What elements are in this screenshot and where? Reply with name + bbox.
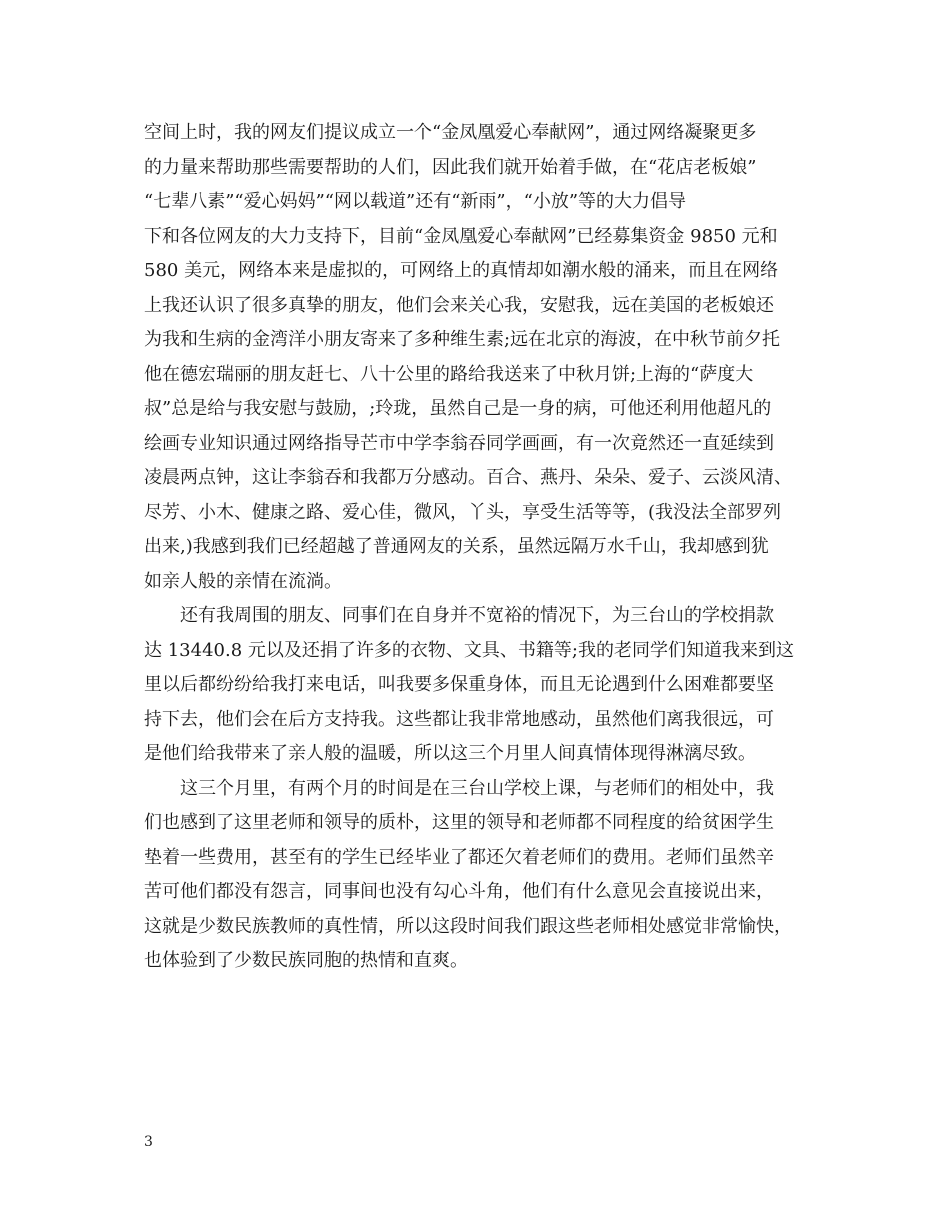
text-line: 是他们给我带来了亲人般的温暖，所以这三个月里人间真情体现得淋漓尽致。 [144,743,756,764]
page-number: 3 [144,1134,153,1150]
text-line: 为我和生病的金湾洋小朋友寄来了多种维生素;远在北京的海波，在中秋节前夕托 [144,329,781,350]
text-line: 里以后都纷纷给我打来电话，叫我要多保重身体，而且无论遇到什么困难都要坚 [144,674,774,695]
text-line: 下和各位网友的大力支持下，目前“金凤凰爱心奉献网”已经募集资金 9850 元和 [144,225,778,247]
text-line: 出来,)我感到我们已经超越了普通网友的关系，虽然远隔万水千山，我却感到犹 [144,536,769,557]
text-line: 达 13440.8 元以及还捐了许多的衣物、文具、书籍等;我的老同学们知道我来到这 [144,639,794,661]
text-line: 他在德宏瑞丽的朋友赶七、八十公里的路给我送来了中秋月饼;上海的“萨度大 [144,363,754,385]
text-line: 持下去，他们会在后方支持我。这些都让我非常地感动，虽然他们离我很远，可 [144,708,774,730]
text-line: 叔”总是给与我安慰与鼓励，;玲珑，虽然自己是一身的病，可他还利用他超凡的 [144,398,772,419]
text-line: “七辈八素”“爱心妈妈”“网以载道”还有“新雨”，“小放”等的大力倡导 [144,191,687,212]
text-line: 上我还认识了很多真挚的朋友，他们会来关心我，安慰我，远在美国的老板娘还 [144,294,774,316]
text-line: 空间上时，我的网友们提议成立一个“金凤凰爱心奉献网”，通过网络凝聚更多 [144,122,757,143]
text-line: 如亲人般的亲情在流淌。 [144,570,342,592]
text-line: 还有我周围的朋友、同事们在自身并不宽裕的情况下，为三台山的学校捐款 [144,605,774,626]
text-line: 也体验到了少数民族同胞的热情和直爽。 [144,950,468,971]
text-line: 凌晨两点钟，这让李翁吞和我都万分感动。百合、燕丹、朵朵、爱子、云淡风清、 [144,467,792,488]
text-line: 苦可他们都没有怨言，同事间也没有勾心斗角，他们有什么意见会直接说出来， [144,881,774,902]
text-line: 这就是少数民族教师的真性情，所以这段时间我们跟这些老师相处感觉非常愉快， [144,915,792,937]
text-line: 这三个月里，有两个月的时间是在三台山学校上课，与老师们的相处中，我 [144,777,774,799]
text-line: 580 美元，网络本来是虚拟的，可网络上的真情却如潮水般的涌来，而且在网络 [144,260,779,281]
text-line: 绘画专业知识通过网络指导芒市中学李翁吞同学画画，有一次竟然还一直延续到 [144,432,774,454]
text-line: 尽芳、小木、健康之路、爱心佳，微风，丫头，享受生活等等，(我没法全部罗列 [144,501,782,523]
text-line: 垫着一些费用，甚至有的学生已经毕业了都还欠着老师们的费用。老师们虽然辛 [144,846,774,868]
text-line: 们也感到了这里老师和领导的质朴，这里的领导和老师都不同程度的给贫困学生 [144,812,774,833]
body-text [144,116,824,979]
text-line: 的力量来帮助那些需要帮助的人们，因此我们就开始着手做，在“花店老板娘” [144,156,757,178]
